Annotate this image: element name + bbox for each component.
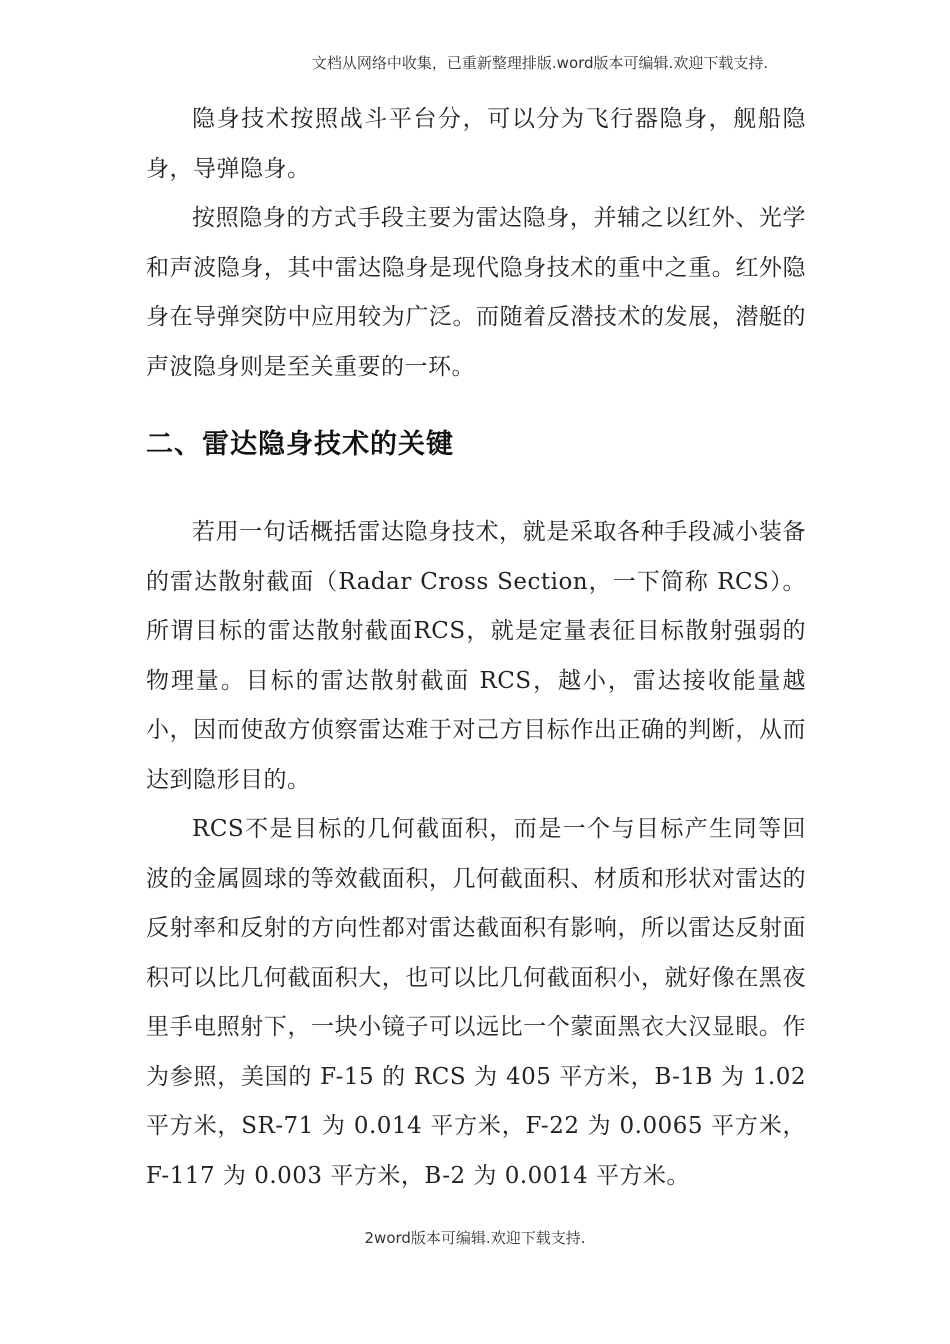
page-footer: 2word版本可编辑.欢迎下载支持. [364,1229,586,1247]
paragraph-stealth-methods: 按照隐身的方式手段主要为雷达隐身，并辅之以红外、光学和声波隐身，其中雷达隐身是现代隐身技术的重中之重。红外隐身在导弹突防中应用较为广泛。而随着反潜技术的发展，潜艇的声波隐身则是至关重要的一环。 [146,205,806,380]
section-heading: 二、雷达隐身技术的关键 [146,429,454,460]
radar-stealth-text-block [146,508,806,1201]
intro-text-block [146,95,806,392]
paragraph-rcs-examples: RCS不是目标的几何截面积，而是一个与目标产生同等回波的金属圆球的等效截面积，几何截面积、材质和形状对雷达的反射率和反射的方向性都对雷达截面积有影响，所以雷达反射面积可以比几何截面积大，也可以比几何截面积小，就好像在黑夜里手电照射下，一块小镜子可以远比一个蒙面黑衣大汉显眼。作为参照，美国的 F-15 的 RCS 为 405 平方米，B-1B 为 1.02 平方米，SR-71 为 0.014 平方米，F-22 为 0.0065 平方米，F-117 为 0.003 平方米，B-2 为 0.0014 平方米。 [146,816,806,1189]
paragraph-rcs-definition: 若用一句话概括雷达隐身技术，就是采取各种手段减小装备的雷达散射截面（Radar Cross Section，一下简称 RCS）。所谓目标的雷达散射截面RCS，就是定量表征目标散射强弱的物理量。目标的雷达散射截面 RCS，越小，雷达接收能量越小，因而使敌方侦察雷达难于对己方目标作出正确的判断，从而达到隐形目的。 [146,519,806,793]
paragraph-platform-stealth: 隐身技术按照战斗平台分，可以分为飞行器隐身，舰船隐身，导弹隐身。 [146,106,806,182]
page-header: 文档从网络中收集，已重新整理排版.word版本可编辑.欢迎下载支持. [311,54,769,72]
